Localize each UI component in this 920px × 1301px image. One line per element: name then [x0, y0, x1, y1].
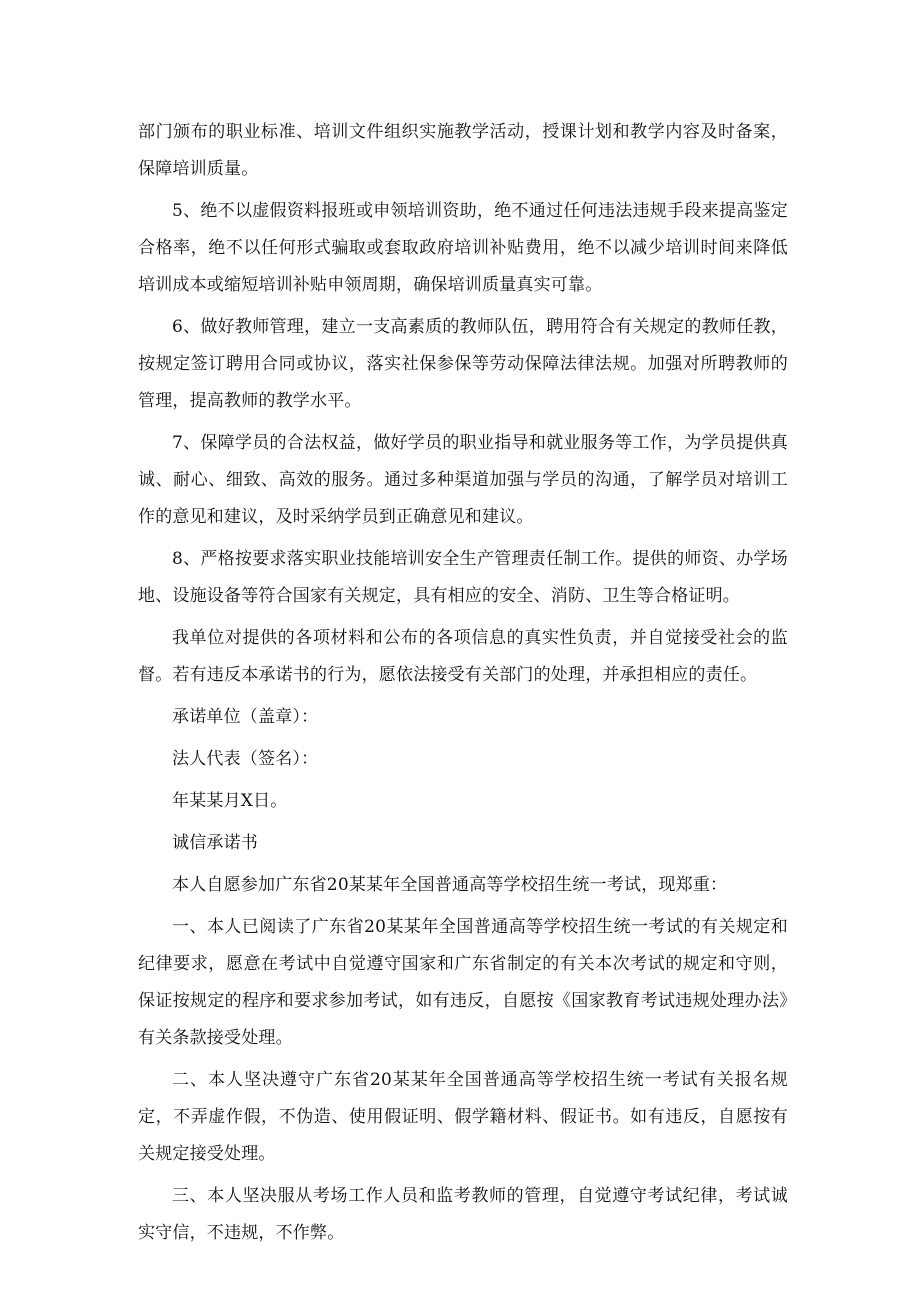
- paragraph-declaration-intro: 本人自愿参加广东省20某某年全国普通高等学校招生统一考试，现郑重：: [172, 875, 728, 895]
- paragraph-item-6: 6、做好教师管理，建立一支高素质的教师队伍，聘用符合有关规定的教师任教，按规定签订聘用合同或协议，落实社保参保等劳动保障法律法规。加强对所聘教师的管理，提高教师的教学水平。: [138, 317, 788, 411]
- promise-unit-seal-line: 承诺单位（盖章）：: [172, 707, 319, 727]
- paragraph-clause-1: 一、本人已阅读了广东省20某某年全国普通高等学校招生统一考试的有关规定和纪律要求，愿意在考试中自觉遵守国家和广东省制定的有关本次考试的规定和守则，保证按规定的程序和要求参加考试，如有违反，自愿按《国家教育考试违规处理办法》有关条款接受处理。: [138, 917, 788, 1048]
- paragraph-item-8: 8、严格按要求落实职业技能培训安全生产管理责任制工作。提供的师资、办学场地、设施设备等符合国家有关规定，具有相应的安全、消防、卫生等合格证明。: [138, 549, 788, 606]
- paragraph-item-7: 7、保障学员的合法权益，做好学员的职业指导和就业服务等工作，为学员提供真诚、耐心、细致、高效的服务。通过多种渠道加强与学员的沟通，了解学员对培训工作的意见和建议，及时采纳学员到正确意见和建议。: [138, 433, 788, 527]
- paragraph-clause-2: 二、本人坚决遵守广东省20某某年全国普通高等学校招生统一考试有关报名规定，不弄虚作假，不伪造、使用假证明、假学籍材料、假证书。如有违反，自愿按有关规定接受处理。: [138, 1070, 788, 1164]
- legal-representative-signature-line: 法人代表（签名）：: [172, 749, 319, 769]
- document-page: [138, 114, 788, 1257]
- section-title: 诚信承诺书: [172, 833, 258, 853]
- paragraph-continuation: 部门颁布的职业标准、培训文件组织实施教学活动，授课计划和教学内容及时备案，保障培训质量。: [138, 122, 788, 179]
- paragraph-item-5: 5、绝不以虚假资料报班或申领培训资助，绝不通过任何违法违规手段来提高鉴定合格率，绝不以任何形式骗取或套取政府培训补贴费用，绝不以减少培训时间来降低培训成本或缩短培训补贴申领周期，确保培训质量真实可靠。: [138, 201, 788, 295]
- paragraph-responsibility: 我单位对提供的各项材料和公布的各项信息的真实性负责，并自觉接受社会的监督。若有违反本承诺书的行为，愿依法接受有关部门的处理，并承担相应的责任。: [138, 628, 788, 685]
- paragraph-clause-3: 三、本人坚决服从考场工作人员和监考教师的管理，自觉遵守考试纪律，考试诚实守信，不违规，不作弊。: [138, 1186, 788, 1243]
- date-line: 年某某月X日。: [172, 791, 288, 811]
